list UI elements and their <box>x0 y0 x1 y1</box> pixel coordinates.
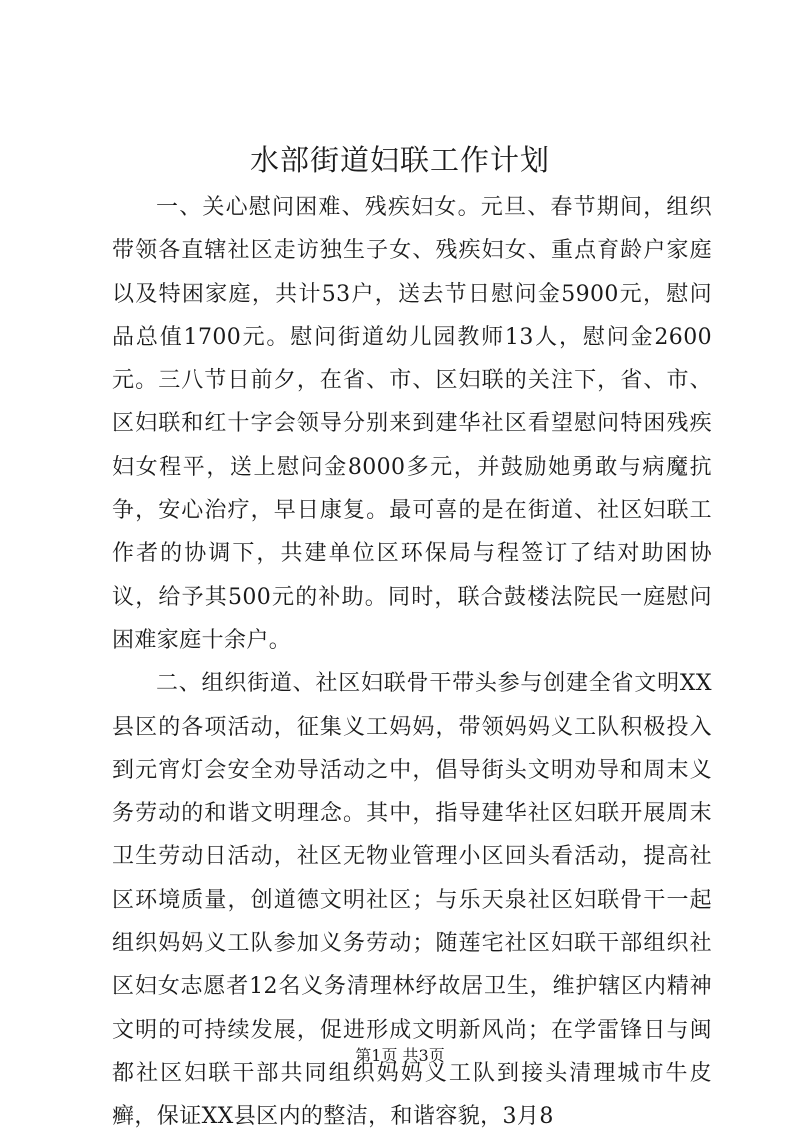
paragraph-2: 二、组织街道、社区妇联骨干带头参与创建全省文明XX县区的各项活动，征集义工妈妈，带领妈妈义工队积极投入到元宵灯会安全劝导活动之中，倡导街头文明劝导和周末义务劳动的和谐文明理念。其中，指导建华社区妇联开展周末卫生劳动日活动，社区无物业管理小区回头看活动，提高社区环境质量，创道德文明社区；与乐天泉社区妇联骨干一起组织妈妈义工队参加义务劳动；随莲宅社区妇联干部组织社区妇女志愿者12名义务清理林纾故居卫生，维护辖区内精神文明的可持续发展，促进形成文明新风尚；在学雷锋日与闽都社区妇联干部共同组织妈妈义工队到接头清理城市牛皮癣，保证XX县区内的整洁，和谐容貌，3月8 <box>112 671 712 1130</box>
paragraph-1: 一、关心慰问困难、残疾妇女。元旦、春节期间，组织带领各直辖社区走访独生子女、残疾妇女、重点育龄户家庭以及特困家庭，共计53户，送去节日慰问金5900元，慰问品总值1700元。慰问街道幼儿园教师13人，慰问金2600元。三八节日前夕，在省、市、区妇联的关注下，省、市、区妇联和红十字会领导分别来到建华社区看望慰问特困残疾妇女程平，送上慰问金8000多元，并鼓励她勇敢与病魔抗争，安心治疗，早日康复。最可喜的是在街道、社区妇联工作者的协调下，共建单位区环保局与程签订了结对助困协议，给予其500元的补助。同时，联合鼓楼法院民一庭慰问困难家庭十余户。 <box>112 195 712 653</box>
page-footer: 第1页 共3页 <box>355 1046 445 1065</box>
document-body <box>112 186 712 1139</box>
document-title: 水部街道妇联工作计划 <box>249 143 550 177</box>
